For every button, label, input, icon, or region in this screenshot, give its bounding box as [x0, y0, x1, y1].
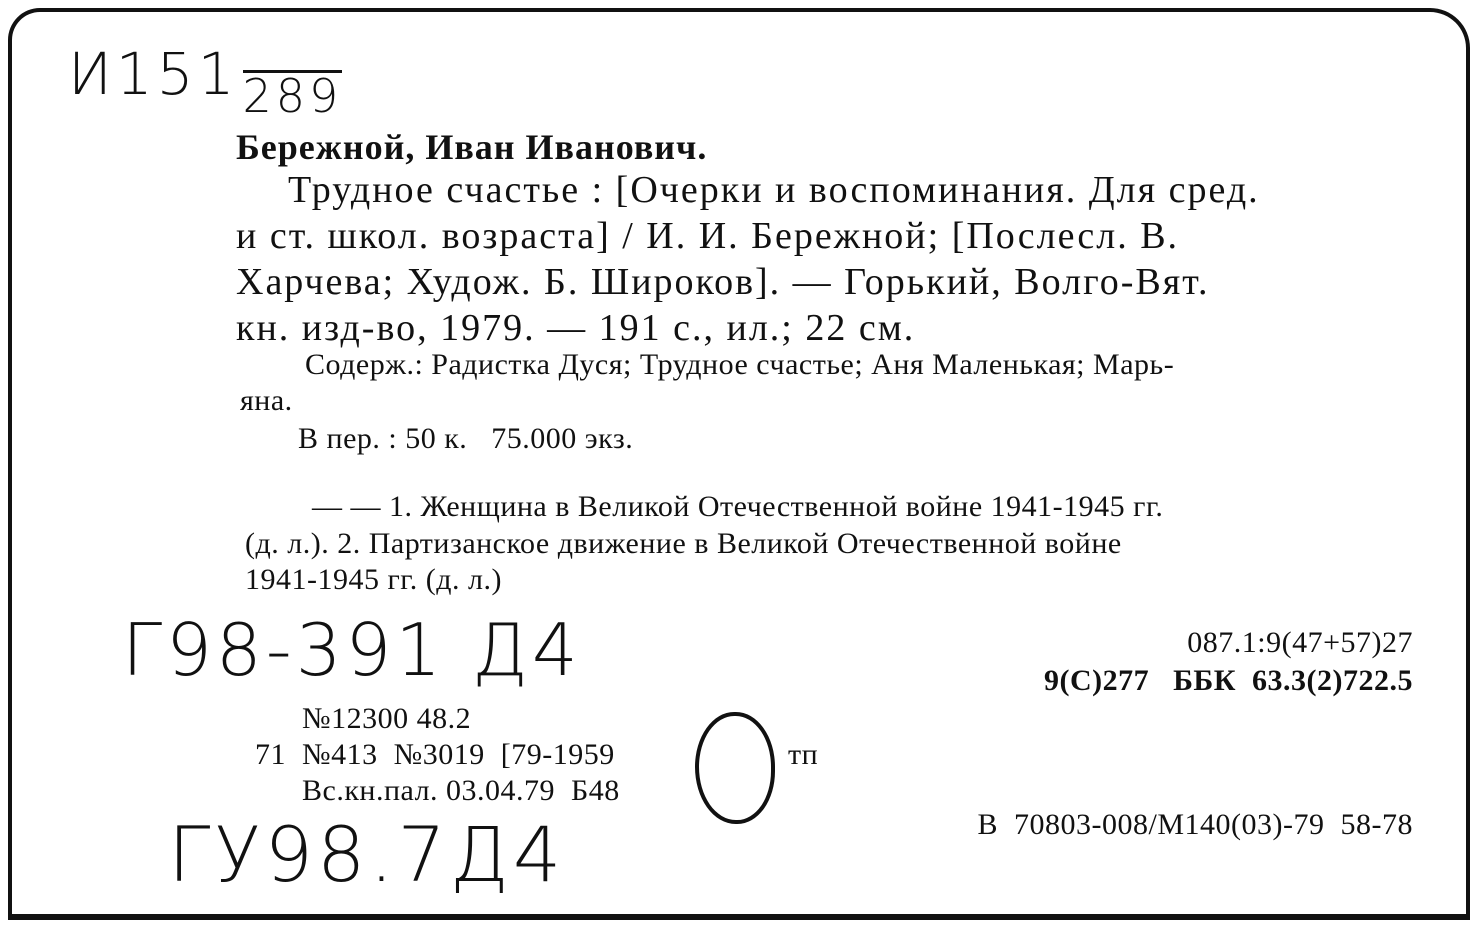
bbk-index: 9(С)277 ББК 63.3(2)722.5 [1043, 664, 1413, 697]
ink-blot [695, 712, 775, 824]
author-heading: Бережной, Иван Иванович. [236, 127, 708, 167]
publisher-code: В 70803-008/М140(03)-79 58-78 [977, 808, 1413, 841]
udc-index: 087.1:9(47+57)27 [1187, 626, 1413, 659]
shelf-mark-suffix: 289 [242, 69, 343, 123]
contents-line: Содерж.: Радистка Дуся; Трудное счастье; Аня Маленькая; Марь- [305, 348, 1175, 381]
description-line: Харчева; Худож. Б. Широков]. — Горький, Волго-Вят. [236, 261, 1210, 303]
description-line: кн. изд-во, 1979. — 191 с., ил.; 22 см. [236, 307, 916, 349]
printing-line: Вс.кн.пал. 03.04.79 Б48 [302, 774, 620, 807]
printing-suffix: тп [788, 738, 819, 771]
subject-line: (д. л.). 2. Партизанское движение в Великой Отечественной войне [245, 527, 1122, 560]
shelf-mark-prefix: И151 [68, 40, 239, 108]
handwritten-number-bottom: ГУ98.7Д4 [168, 810, 566, 899]
subject-line: 1941-1945 гг. (д. л.) [245, 563, 502, 596]
printing-line: 71 №413 №3019 [79-1959 [255, 738, 615, 771]
printing-line: №12300 48.2 [302, 702, 472, 735]
shelf-mark [68, 40, 343, 123]
handwritten-number-top: Г98-391 Д4 [122, 608, 582, 692]
description-line: и ст. школ. возраста] / И. И. Бережной; [Послесл. В. [236, 215, 1180, 257]
description-line: Трудное счастье : [Очерки и воспоминания. Для сред. [288, 169, 1260, 211]
price-line: В пер. : 50 к. 75.000 экз. [298, 422, 634, 455]
subject-line: — — 1. Женщина в Великой Отечественной войне 1941-1945 гг. [312, 490, 1164, 523]
contents-line: яна. [240, 384, 293, 417]
